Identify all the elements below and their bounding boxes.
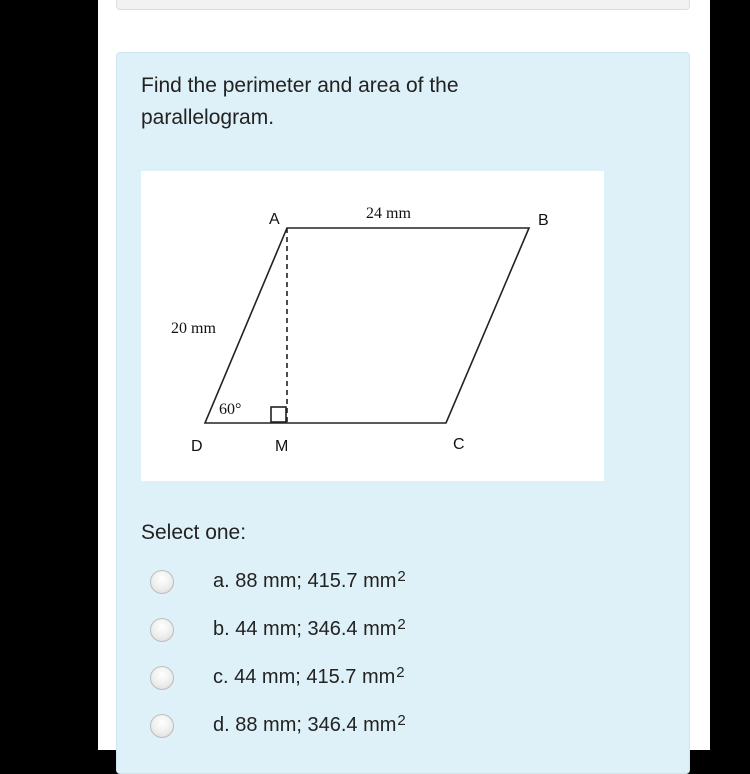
vertex-b-label: B (538, 212, 549, 229)
question-text: Find the perimeter and area of the parallelogram. (141, 74, 459, 129)
option-b-label[interactable]: b. 44 mm; 346.4 $mm^2$ (213, 616, 406, 640)
option-b[interactable] (149, 605, 629, 653)
option-a[interactable] (149, 557, 629, 605)
parallelogram-shape (205, 228, 529, 423)
vertex-c-label: C (453, 436, 465, 453)
option-a-label[interactable]: a. 88 mm; 415.7 $mm^2$ (213, 568, 406, 592)
option-c-radio[interactable] (150, 666, 174, 690)
angle-label: 60° (219, 401, 242, 418)
right-angle-marker (271, 407, 286, 422)
question-card (116, 52, 690, 774)
parallelogram-diagram (141, 171, 604, 481)
parallelogram-figure (141, 171, 604, 481)
top-side-label: 24 mm (366, 205, 411, 222)
option-c[interactable] (149, 653, 629, 701)
option-d-label[interactable]: d. 88 mm; 346.4 $mm^2$ (213, 712, 406, 736)
left-side-label: 20 mm (171, 320, 216, 337)
option-d[interactable] (149, 701, 629, 749)
previous-question-card (116, 0, 690, 10)
option-b-radio[interactable] (150, 618, 174, 642)
answer-options (149, 557, 629, 749)
option-c-label[interactable]: c. 44 mm; 415.7 $mm^2$ (213, 664, 405, 688)
vertex-a-label: A (269, 211, 280, 228)
option-a-radio[interactable] (150, 570, 174, 594)
quiz-page (98, 0, 710, 750)
point-m-label: M (275, 438, 289, 455)
vertex-d-label: D (191, 438, 203, 455)
select-prompt: Select one: (141, 521, 247, 544)
option-d-radio[interactable] (150, 714, 174, 738)
